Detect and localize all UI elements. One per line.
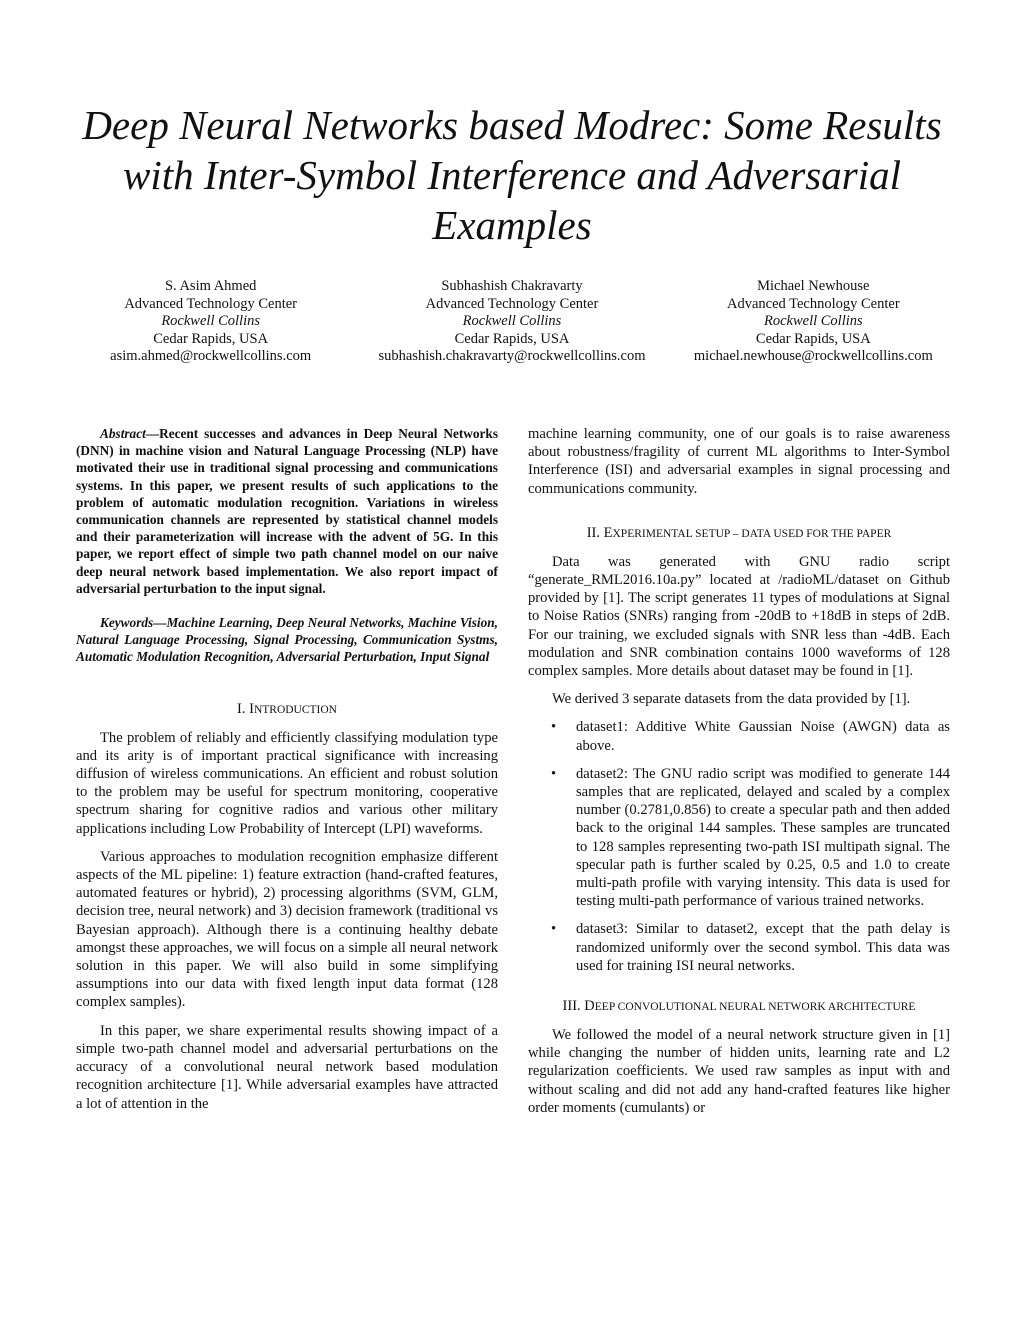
author-org: Rockwell Collins: [462, 313, 562, 329]
author-name: S. Asim Ahmed: [164, 278, 257, 294]
section-heading-experimental-setup: [528, 524, 950, 543]
list-item-text: dataset3: Similar to dataset2, except that the path delay is randomized uniformly over the second symbol. This data was used for training ISI neural networks.: [576, 921, 950, 974]
keywords: Keywords—Machine Learning, Deep Neural Networks, Machine Vision, Natural Language Processing, Signal Processing, Communication Systms, Automatic Modulation Recognition, Adversarial Perturbation, Input Signal: [76, 615, 498, 665]
section-number: II.: [586, 524, 601, 541]
section-title-rest: EEP CONVOLUTIONAL NEURAL NETWORK ARCHITECTURE: [594, 1001, 916, 1014]
section-initial: I: [249, 700, 254, 717]
bullet-icon: •: [551, 765, 557, 782]
author-location: Cedar Rapids, USA: [755, 330, 871, 347]
dataset-list: [528, 718, 950, 975]
setup-paragraph-2: We derived 3 separate datasets from the data provided by [1].: [552, 691, 911, 708]
abstract: [76, 425, 498, 597]
bullet-icon: •: [551, 921, 557, 938]
paper-title: Deep Neural Networks based Modrec: Some Results with Inter-Symbol Interference and Adversarial Examples: [82, 102, 942, 248]
author-dept: Advanced Technology Center: [124, 295, 297, 312]
author-1: [60, 278, 361, 366]
abstract-label: Abstract: [100, 426, 146, 441]
section-title-rest: XPERIMENTAL SETUP – DATA USED FOR THE PAPER: [612, 527, 892, 540]
section-number: I.: [237, 700, 246, 717]
author-location: Cedar Rapids, USA: [454, 330, 570, 347]
section-initial: E: [603, 524, 613, 541]
setup-paragraph-1: Data was generated with GNU radio script “generate_RML2016.10a.py” located at /radioML/dataset on Github provided by [1]. The script generates 11 types of modulations at Signal to Noise Ratios (SNRs) ranging from -20dB to +18dB in steps of 2dB. For our training, we excluded signals with SNR less than -4dB. Each modulation and SNR combination contains 1000 waveforms of 128 complex samples. More details about dataset may be found in [1].: [528, 553, 950, 680]
arch-paragraph-1: We followed the model of a neural network structure given in [1] while changing the number of hidden units, learning rate and L2 regularization coefficients. We used raw samples as input with and without scaling and did not add any hand-crafted features like higher order moments (cumulants) or: [528, 1027, 950, 1116]
author-name: Michael Newhouse: [757, 278, 870, 294]
author-org: Rockwell Collins: [161, 313, 260, 329]
author-2: [361, 278, 662, 366]
author-email: michael.newhouse@rockwellcollins.com: [693, 348, 933, 364]
bullet-icon: •: [551, 719, 557, 736]
intro-paragraph-3-continued: machine learning community, one of our goals is to raise awareness about robustness/fragility of current ML algorithms to Inter-Symbol Interference (ISI) and adversarial examples in signal processing and communications community.: [528, 426, 950, 497]
author-location: Cedar Rapids, USA: [153, 330, 269, 347]
section-heading-introduction: [76, 700, 498, 719]
intro-paragraph-3: In this paper, we share experimental results showing impact of a simple two-path channel model and adversarial perturbations on the accuracy of a convolutional neural network based modulation recognition architecture [1]. While adversarial examples have attracted a lot of attention in the: [76, 1022, 498, 1112]
author-email: asim.ahmed@rockwellcollins.com: [110, 348, 312, 364]
author-block: [60, 278, 964, 366]
list-item: [528, 765, 950, 911]
author-3: [663, 278, 964, 366]
right-column: [528, 425, 950, 1117]
author-org: Rockwell Collins: [763, 313, 863, 329]
list-item: [528, 718, 950, 754]
list-item-text: dataset1: Additive White Gaussian Noise (AWGN) data as above.: [576, 719, 950, 754]
intro-paragraph-1: The problem of reliably and efficiently classifying modulation type and its arity is of important practical significance with increasing diffusion of wireless communications. An efficient and robust solution to the problem may be useful for spectrum monitoring, cooperative spectrum sharing for cognitive radios and various other military applications including Low Probability of Intercept (LPI) waveforms.: [76, 729, 498, 837]
left-column: [76, 425, 498, 1113]
author-email: subhashish.chakravarty@rockwellcollins.com: [378, 348, 646, 364]
section-number: III.: [562, 998, 581, 1015]
section-initial: D: [584, 998, 595, 1015]
list-item-text: dataset2: The GNU radio script was modified to generate 144 samples that are replicated, delayed and scaled by a complex number (0.2781,0.856) to create a specular path and then added back to the original 144 samples. These samples are truncated to 128 samples representing two-path ISI multipath signal. The specular path is further scaled by 0.25, 0.5 and 1.0 to create multi-path profile with varying intensity. This data is used for testing multi-path performance of various trained networks.: [576, 765, 950, 910]
abstract-text: Recent successes and advances in Deep Neural Networks (DNN) in machine vision and Natural Language Processing (NLP) have motivated their use in traditional signal processing and communications systems. In this paper, we present results of such applications to the problem of automatic modulation recognition. Variations in wireless communication channels are represented by statistical channel models and their parameterization will increase with the advent of 5G. In this paper, we report effect of simple two path channel model on our naive deep neural network based implementation. We also report impact of adversarial perturbation to the input signal.: [76, 426, 498, 596]
author-dept: Advanced Technology Center: [726, 295, 900, 312]
intro-paragraph-2: Various approaches to modulation recognition emphasize different aspects of the ML pipeline: 1) feature extraction (hand-crafted features, automated features or hybrid), 2) processing algorithms (SVM, GLM, decision tree, neural network) and 3) decision framework (traditional vs Bayesian approach). Although there is a continuing healthy debate amongst these approaches, we will focus on a simple all neural network solution in this paper. We will also build in some simplifying assumptions into our data with fixed length input data format (128 complex samples).: [76, 848, 498, 1011]
section-title-rest: NTRODUCTION: [253, 703, 337, 716]
section-heading-architecture: [528, 997, 950, 1016]
abstract-dash: —: [145, 426, 160, 441]
author-name: Subhashish Chakravarty: [441, 278, 583, 294]
author-dept: Advanced Technology Center: [425, 295, 599, 312]
list-item: [528, 920, 950, 975]
